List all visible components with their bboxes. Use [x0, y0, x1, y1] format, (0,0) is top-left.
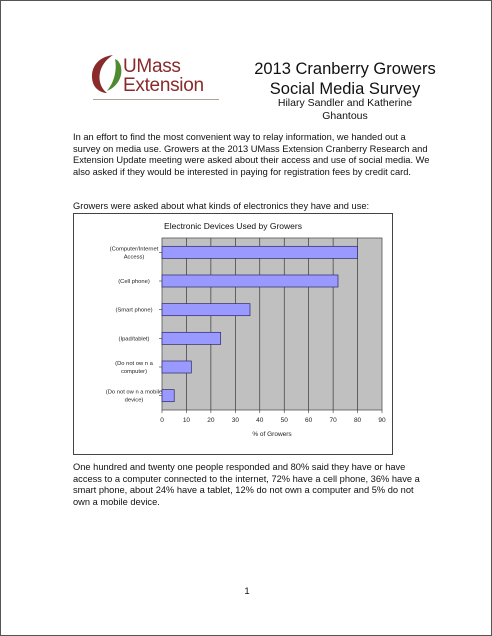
x-tick-label: 50: [280, 417, 288, 424]
x-tick-label: 70: [329, 417, 337, 424]
x-tick-label: 60: [305, 417, 313, 424]
logo-text-umass: UMass: [123, 56, 181, 77]
title-line-1: 2013 Cranberry Growers: [254, 60, 436, 78]
x-tick-label: 0: [160, 417, 164, 424]
title-line-2: Social Media Survey: [269, 80, 421, 98]
bar: [162, 246, 358, 258]
leaf-logo-icon: [87, 51, 127, 97]
chart-canvas: [74, 214, 392, 454]
category-label: (Do not ow n a mobile: [105, 389, 163, 396]
logo-underline: [93, 99, 219, 100]
authors: [259, 97, 431, 123]
category-label: (Cell phone): [118, 279, 150, 285]
bar: [162, 390, 174, 402]
umass-extension-logo: [87, 51, 219, 103]
devices-bar-chart: [73, 213, 393, 455]
category-label: device): [124, 397, 144, 404]
x-tick-label: 20: [207, 417, 215, 424]
category-label: (Computer/Internet: [109, 246, 159, 253]
bar: [162, 332, 221, 344]
intro-paragraph: In an effort to find the most convenient way to relay information, we handed out a survey on media use. Growers at the 2013 UMass Extension Cranberry Research and Extension Update meeting were asked about their access and use of social media. We also asked if they would be interested in paying for registration fees by credit card.: [73, 132, 430, 177]
x-tick-label: 40: [256, 417, 264, 424]
chart-title: Electronic Devices Used by Growers: [164, 221, 302, 231]
summary-paragraph: One hundred and twenty one people responded and 80% said they have or have access to a computer connected to the internet, 72% have a cell phone, 36% have a smart phone, about 24% have a tablet, 12% do not own a computer and 5% do not own a mobile device.: [73, 462, 420, 507]
x-tick-label: 10: [182, 417, 191, 424]
x-tick-label: 30: [231, 417, 239, 424]
bar: [162, 275, 338, 287]
question-paragraph: Growers were asked about what kinds of electronics they have and use:: [73, 201, 370, 211]
bar: [162, 304, 250, 316]
plot-area: [162, 238, 382, 410]
category-label: (Do not ow n a: [115, 361, 153, 367]
x-tick-label: 80: [353, 417, 362, 424]
page-number: 1: [244, 586, 250, 597]
x-axis-label: % of Growers: [252, 431, 292, 438]
bar: [162, 361, 191, 373]
logo-text-extension: Extension: [123, 75, 204, 96]
document-title: [247, 59, 443, 99]
category-label: computer): [120, 369, 148, 375]
category-label: (Ipad/tablet): [118, 336, 150, 343]
authors-line-2: Ghantous: [322, 110, 368, 122]
authors-line-1: Hilary Sandler and Katherine: [277, 97, 413, 109]
x-tick-label: 90: [378, 417, 386, 424]
category-label: Access): [123, 254, 145, 261]
category-label: (Smart phone): [115, 307, 153, 314]
